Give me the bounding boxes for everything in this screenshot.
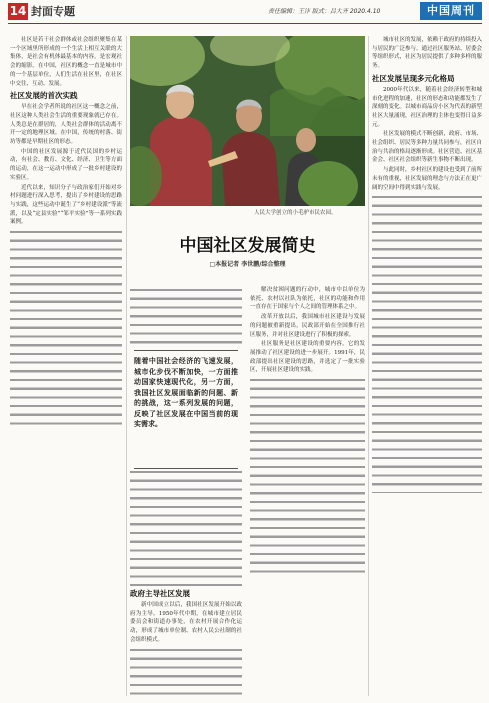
paragraph: 2000年代以来，随着社会经济转型和城市化进程的加速，社区的形态和功能都发生了深刻的变化。以城市商品房小区为代表的新型社区大量涌现，社区治理的主体也变得日益多元。 xyxy=(372,86,482,128)
continued-text xyxy=(250,376,365,576)
subheading: 社区发展呈现多元化格局 xyxy=(372,73,455,83)
column-divider xyxy=(368,36,369,696)
farmers-photo-illustration xyxy=(130,36,365,206)
paragraph: 早在社会学者所说的社区这一概念之前，社区这种人类社会生活的重要现象就已存在。人类总是在群居的，人类社会群体的活动离不开一定的地理区域。在中国，传统的村落、街坊等都是早期社区的形态。 xyxy=(10,104,122,146)
section-title: 封面专题 xyxy=(31,5,75,18)
pull-quote: 随着中国社会经济的飞速发展，城市化步伐不断加快，一方面推动国家快速现代化，另一方面，我国社区发展面临新的问题、新的挑战，这一系列发展的问题，反映了社区发展在中国当前的现实需求。 xyxy=(134,350,238,469)
paragraph: 改革开放以后，我国城市社区建设与发展的问题被重新提出，民政部开始在全国推行社区服务，并对社区建设进行了积极的探索。 xyxy=(250,314,365,338)
paragraph: 解决贫困问题的行动中，城市中以单位为依托、农村以社队为依托，社区的功能和作用一直存在于国家与个人之间的管理体系之中。 xyxy=(250,287,365,311)
continued-text xyxy=(130,286,242,346)
paragraph: 社区是若干社会群体或社会组织聚集在某一个区域里所形成的一个生活上相互关联的大集体，是社会有机体最基本的内容，是宏观社会的缩影。在中国，社区的概念一直是城市中的一个基层单位，人们生活在社区里，在社区中交往、互动、发展。 xyxy=(10,37,122,87)
page-number: 14 xyxy=(9,4,27,18)
article-column-2 xyxy=(130,278,242,698)
paragraph: 新中国成立以后，我国社区发展开始以政府为主导。1950年代中期，在城市建立居民委员会和街道办事处，在农村开展合作化运动，形成了城市单位制、农村人民公社制的社会组织模式。 xyxy=(130,602,242,643)
header-rule xyxy=(8,23,482,24)
paragraph: 与此同时，乡村社区的建设也受到了前所未有的重视，社区发展的理念与方法正在更广阔的空间中得到实践与发展。 xyxy=(372,167,482,191)
continued-text xyxy=(10,228,122,428)
continued-text xyxy=(130,646,242,698)
article-column-3 xyxy=(250,278,365,698)
continued-text xyxy=(130,468,242,586)
paragraph: 社区服务是社区建设的重要内容，它的发展推动了社区建设的进一步展开。1991年，民政部提出社区建设的思路，并选定了一批实验区，开展社区建设的实践。 xyxy=(250,341,365,374)
article-title: 中国社区发展简史 xyxy=(179,236,316,256)
paragraph: 中国的社区发展源于近代民国的乡村运动，有社会、教育、文化、经济、卫生等方面的运动，在这一运动中形成了一批乡村建设的实验区。 xyxy=(10,148,122,181)
paragraph: 社区发展的模式不断创新，政府、市场、社会组织、居民等多种力量共同参与，社区自治与共治的格局逐渐形成。社区营造、社区基金会、社区社会组织等新生事物不断出现。 xyxy=(372,131,482,164)
article-byline: □本报记者 李世鹏/综合整理 xyxy=(209,261,286,268)
page-header xyxy=(0,0,489,24)
photo-caption: 人民大学创立的小毛驴市民农园。 xyxy=(254,210,337,216)
paragraph: 近代以来，知识分子与政治家们开始对乡村问题进行深入思考，提出了乡村建设的思路与实践，这些运动中诞生了“乡村建设派”等流派，以及“定县实验”“邹平实验”等一系列实践案例。 xyxy=(10,184,122,226)
article-column-4 xyxy=(372,36,482,698)
continued-text xyxy=(372,193,482,493)
article-photo xyxy=(130,36,365,206)
subheading: 政府主导社区发展 xyxy=(130,589,190,598)
column-divider xyxy=(126,36,127,696)
masthead-logo: 中国周刊 xyxy=(420,2,482,20)
paragraph: 城市社区的发展，依赖于政府的持续投入与居民的广泛参与。通过社区服务站、居委会等组织形式，社区为居民提供了多种多样的服务。 xyxy=(372,37,482,70)
subheading: 社区发展的首次实践 xyxy=(10,91,78,101)
editor-credits: 责任编辑：王沣 版式：吕大齐 2020.4.10 xyxy=(268,8,381,15)
article-column-1 xyxy=(10,36,122,698)
